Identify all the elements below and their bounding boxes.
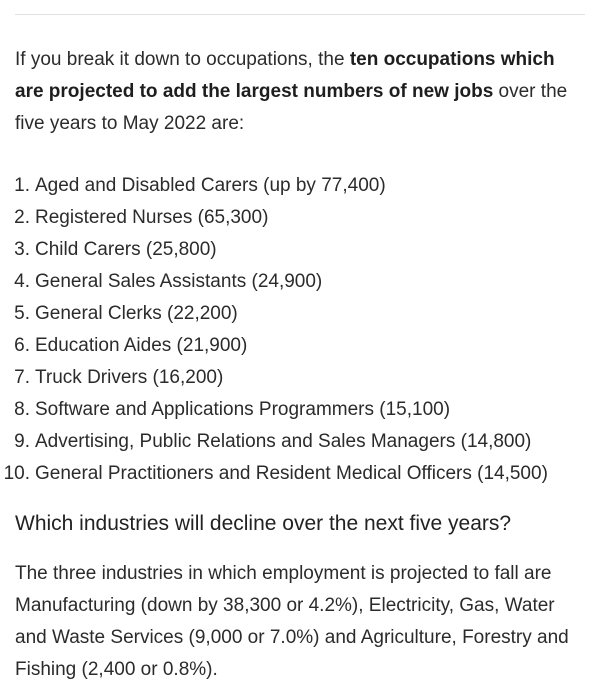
list-item [0, 362, 600, 394]
list-item [0, 298, 600, 330]
list-item-text: General Clerks (22,200) [35, 303, 238, 324]
list-number: 10. [3, 463, 30, 484]
intro-paragraph [15, 44, 587, 140]
list-number: 4. [14, 271, 30, 292]
list-item-text: Education Aides (21,900) [35, 335, 248, 356]
list-item [0, 394, 600, 426]
list-number: 7. [14, 367, 30, 388]
section-heading: Which industries will decline over the next five years? [15, 512, 512, 535]
list-item-text: Advertising, Public Relations and Sales Managers (14,800) [35, 431, 532, 452]
list-item [0, 170, 600, 202]
list-number: 1. [14, 175, 30, 196]
list-number: 9. [14, 431, 30, 452]
list-item-text: General Sales Assistants (24,900) [35, 271, 323, 292]
list-item-text: Child Carers (25,800) [35, 239, 217, 260]
list-item-text: Truck Drivers (16,200) [35, 367, 224, 388]
list-item [0, 458, 600, 490]
list-item-text: Registered Nurses (65,300) [35, 207, 269, 228]
list-item-text: General Practitioners and Resident Medical Officers (14,500) [35, 463, 548, 484]
list-number: 5. [14, 303, 30, 324]
intro-bold-text: ten occupations which are projected to add the largest numbers of new jobs [15, 49, 555, 102]
occupations-list [0, 170, 600, 490]
list-item [0, 330, 600, 362]
list-item [0, 426, 600, 458]
list-item [0, 234, 600, 266]
list-number: 3. [14, 239, 30, 260]
list-item [0, 202, 600, 234]
intro-text-before: If you break it down to occupations, the [15, 49, 350, 70]
top-divider [15, 14, 585, 15]
decline-paragraph: The three industries in which employment is projected to fall are Manufacturing (down by 38,300 or 4.2%), Electricity, Gas, Water and Waste Services (9,000 or 7.0%) and Agriculture, Forestry and Fishing (2,400 or 0.8%). [15, 563, 569, 680]
intro-text-after: over the five years to May 2022 are: [15, 81, 568, 134]
list-number: 2. [14, 207, 30, 228]
list-number: 8. [14, 399, 30, 420]
list-item-text: Software and Applications Programmers (15,100) [35, 399, 451, 420]
list-item-text: Aged and Disabled Carers (up by 77,400) [35, 175, 386, 196]
list-item [0, 266, 600, 298]
list-number: 6. [14, 335, 30, 356]
